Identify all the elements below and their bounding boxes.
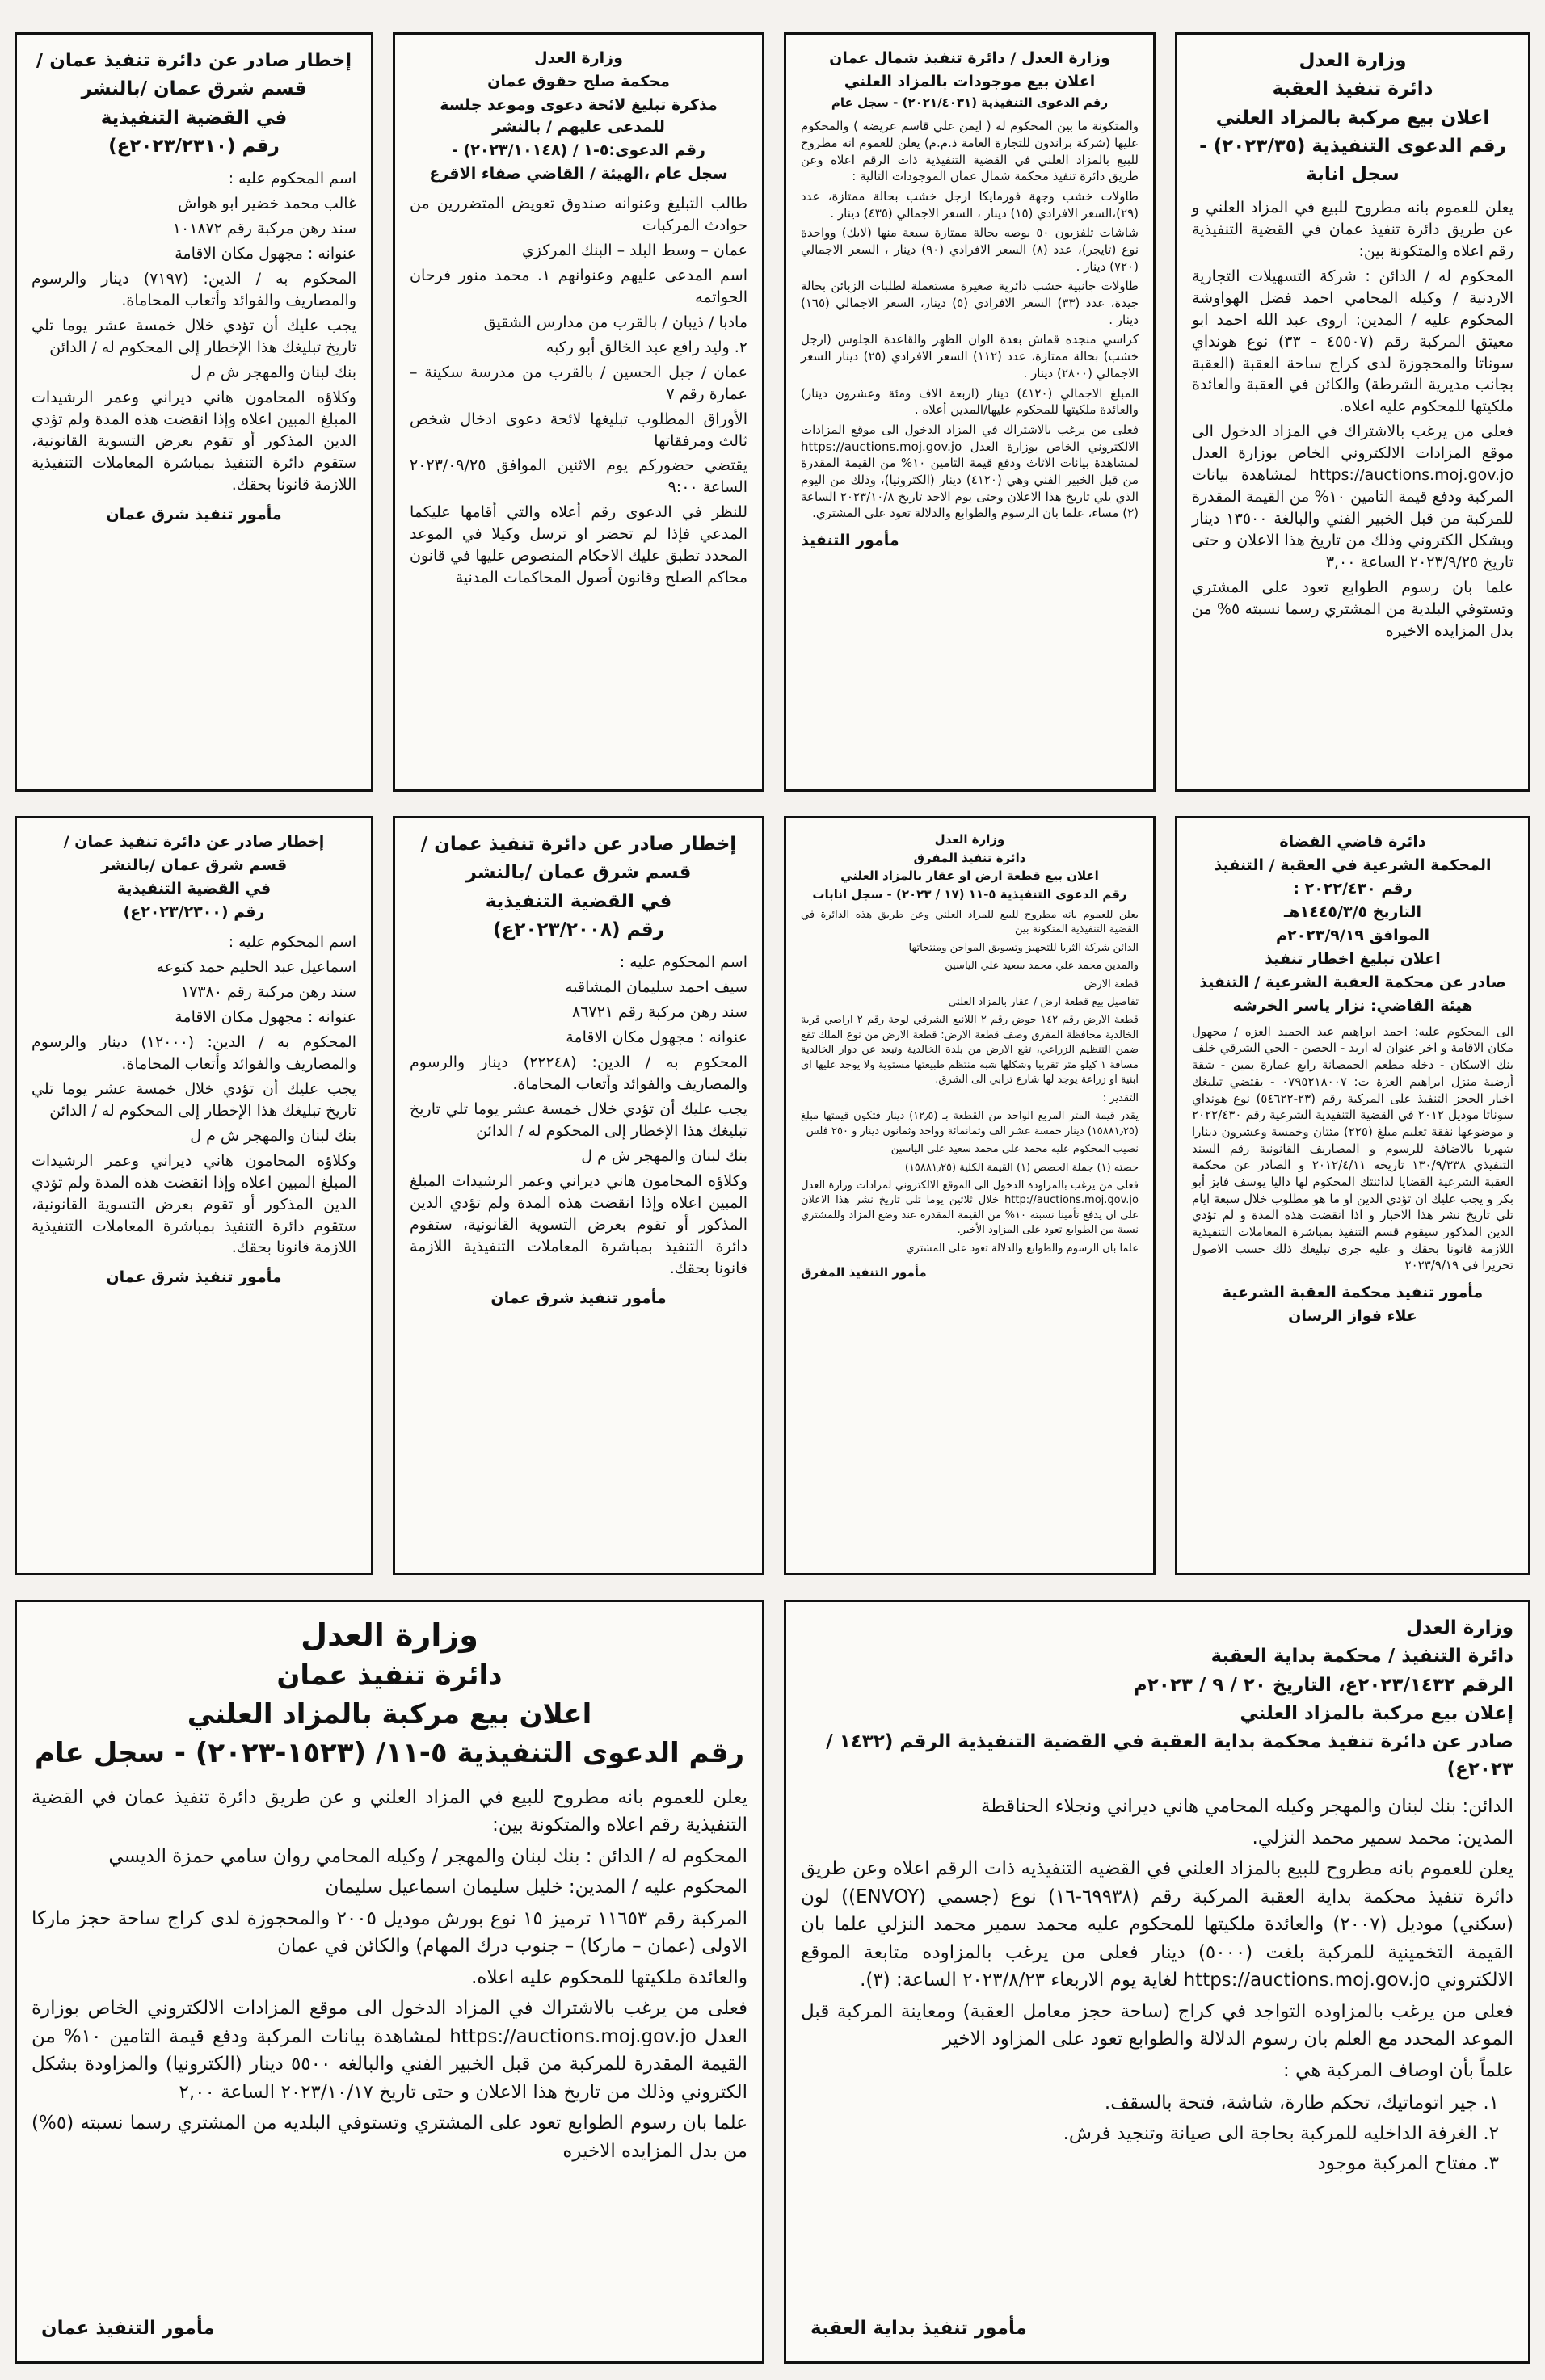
- notice-header: وزارة العدل دائرة تنفيذ العقبة اعلان بيع مركبة بالمزاد العلني رقم الدعوى التنفيذية (٢٠٢٣/٣٥) - سجل انابة: [1199, 50, 1506, 186]
- notice-header: وزارة العدل دائرة تنفيذ المفرق اعلان بيع قطعة ارض او عقار بالمزاد العلني رقم الدعوى التنفيذية ٥-١١ (١٧ / ٢٠٢٣) - سجل انابات: [812, 832, 1127, 902]
- notice-header: وزارة العدل محكمة صلح حقوق عمان مذكرة تبليغ لائحة دعوى وموعد جلسة للمدعى عليهم / بالنشر رقم الدعوى:٥-١ / (٢٠٢٣/١٠١٤٨) - سجل عام ،الهيئة / القاضي صفاء الاقرع: [429, 49, 728, 183]
- notice-body: اسم المحكوم عليه : سيف احمد سليمان المشاقبه سند رهن مركبة رقم ٨٦٧٢١ عنوانه : مجهول مكان الاقامة المحكوم به / الدين: (٢٢٢٤٨) دينار والرسوم والمصاريف والفوائد وأتعاب المحاماة. يجب عليك أن تؤدي خلال خمسة عشر يوما تلي تاريخ تبليغك هذا الإخطار إلى المحكوم له / الدائن بنك لبنان والمهجر ش م ل وكلاؤه المحامون هاني ديراني وعمر الرشيدات المبلغ المبين اعلاه وإذا انقضت هذه المدة ولم تؤدي الدين المذكور أو تقوم بعرض التسوية القانونية، ستقوم دائرة التنفيذ بمباشرة المعاملات التنفيذية اللازمة قانونا بحقك.: [410, 953, 747, 1277]
- notice-body: الى المحكوم عليه: احمد ابراهيم عبد الحميد العزه / مجهول مكان الاقامة و اخر عنوان له اربد - الحصن - الحي الشرقي خلف بنك الاسكان - دخله مطعم الحمصانة رابع عمارة يمين - شقة أرضية منزل ابراهيم العزة ت: ٠٧٩٥٢١٨٠٠٧ - يقتضي تبليغك اخبار الحجز التنفيذ على المركبة رقم (٢٣-٥٤٦٢٢) نوع هونداي سوناتا موديل ٢٠١٢ في القضية التنفيذية الشرعية رقم ٢٠٢٢/٤٣٠ و موضوعها نفقة تعليم مبلغ (٢٢٥) مئتان وخمسة وعشرون دينارا شهريا بالاضافة للرسوم و المصاريف القانونية رقم السند التنفيذي ١٣٠/٩/٣٣٨ تاريخه ٢٠١٢/٤/١١ و الصادر عن محكمة العقبة الشرعية القضايا لدائنتك المحكوم لها داليا يوسف فايز أبو بكر و يجب عليك ان تؤدي الدين او ما هو مطلوب خلال سبعة ايام تلي تاريخ نشر هذا الاخبار و اذا انقضت هذه المدة و لم تؤدي الدين المذكور سيقوم قسم التنفيذ بمباشرة المعاملات التنفيذية اللازمة قانونا بحقك و عليه جرى تبليغك ذلك حسب الاصول تحريرا في ٢٠٢٣/٩/١٩: [1192, 1024, 1513, 1273]
- list-item: ٢. الغرفة الداخليه للمركبة بحاجة الى صيانة وتنجيد فرش.: [1063, 2122, 1499, 2144]
- vehicle-description-list: [801, 2089, 1513, 2178]
- notice-body: الدائن: بنك لبنان والمهجر وكيله المحامي هاني ديراني ونجلاء الحناقطة المدين: محمد سمير محمد النزلي. يعلن للعموم بانه مطروح للبيع بالمزاد العلني في القضيه التنفيذيه ذات الرقم اعلاه وعن طريق دائرة تنفيذ محكمة بداية العقبة المركبة رقم (٦٩٩٣٨-١٦) نوع (جسمي (ENVOY)) لون (سكني) موديل (٢٠٠٧) والعائدة ملكيتها للمحكوم عليه محمد سمير محمد النزلي علما بان القيمة التخمينية للمركبة بلغت (٥٠٠٠) دينار فعلى من يرغب بالمزاوده متابعة الموقع الالكتروني https://auctions.moj.gov.jo لغاية يوم الاربعاء ٢٠٢٣/٨/٢٣ الساعة: (٣). فعلى من يرغب بالمزاوده التواجد في كراج (ساحة حجز معامل العقبة) ومعاينة المركبة قبل الموعد المحدد مع العلم بان رسوم الدلالة والطوابع تعود على المزاود الاخير علماً بأن اوصاف المركبة هي : ١. جير اتوماتيك، تحكم طارة، شاشة، فتحة بالسقف. ٢. الغرفة الداخليه للمركبة بحاجة الى صيانة وتنجيد فرش. ٣. مفتاح المركبة موجود: [801, 1793, 1513, 2178]
- list-item: ١. جير اتوماتيك، تحكم طارة، شاشة، فتحة بالسقف.: [1104, 2092, 1499, 2114]
- notice-body: والمتكونة ما بين المحكوم له ( ايمن علي قاسم عريضه ) والمحكوم عليها (شركة براندون للتجارة العامة ذ.م.م) يعلن للعموم انه مطروح للبيع بالمزاد العلني في القضية التنفيذية ذات الرقم اعلاه وعن طريق دائرة تنفيذ محكمة شمال عمان الموجودات التالية : طاولات خشب وجهة فورمايكا ارجل خشب بحالة ممتازة، عدد (٢٩)،السعر الافرادي (١٥) دينار ، السعر الاجمالي (٤٣٥) دينار . شاشات تلفزيون ٥٠ بوصه بحالة ممتازة سبعة منها (لايك) وواحدة نوع (تايجر)، عدد (٨) السعر الافرادي (٩٠) دينار ، السعر الاجمالي (٧٢٠) دينار . طاولات جانبية خشب دائرية صغيرة مستعملة لطلبات الزبائن بحالة جيدة، عدد (٣٣) السعر الافرادي (٥) دينار، السعر الاجمالي (١٦٥) دينار . كراسي منجده قماش بعدة الوان الظهر والقاعدة الجلوس (ارجل خشب) بحالة ممتازة، عدد (١١٢) السعر الافرادي (٢٥) دينار السعر الاجمالي (٢٨٠٠) دينار . المبلغ الاجمالي (٤١٢٠) دينار (اربعة الاف ومئة وعشرون دينار) والعائدة ملكيتها للمحكوم عليها/المدين أعلاه . فعلى من يرغب بالاشتراك في المزاد الدخول الى موقع المزادات الالكتروني الخاص بوزارة العدل https://auctions.moj.gov.jo لمشاهدة بيانات الاثاث ودفع قيمة التامين ١٠% من القيمة المقدرة من قبل الخبير الفني وهي (٤١٢٠) دينار (الكترونيا)، وذلك من اليوم الذي يلي تاريخ هذا الاعلان وحتى يوم الاحد تاريخ ٢٠٢٣/١٠/٨ الساعة (٢) مساء، علما بان الرسوم والطوابع والدلالة تعود على المشتري.: [801, 119, 1139, 521]
- notice-body: اسم المحكوم عليه : اسماعيل عبد الحليم حمد كتوعه سند رهن مركبة رقم ١٧٣٨٠ عنوانه : مجهول مكان الاقامة المحكوم به / الدين: (١٢٠٠٠) دينار والرسوم والمصاريف والفوائد وأتعاب المحاماة. يجب عليك أن تؤدي خلال خمسة عشر يوما تلي تاريخ تبليغك هذا الإخطار إلى المحكوم له / الدائن بنك لبنان والمهجر ش م ل وكلاؤه المحامون هاني ديراني وعمر الرشيدات المبلغ المبين اعلاه وإذا انقضت هذه المدة ولم تؤدي الدين المذكور أو تقوم بعرض التسوية القانونية، ستقوم دائرة التنفيذ بمباشرة المعاملات التنفيذية اللازمة قانونا بحقك.: [32, 932, 357, 1257]
- notice-header: وزارة العدل / دائرة تنفيذ شمال عمان اعلان بيع موجودات بالمزاد العلني رقم الدعوى التنفيذية (٢٠٢١/٤٠٣١) - سجل عام: [829, 49, 1110, 110]
- signature: مأمور تنفيذ شرق عمان: [106, 1268, 282, 1287]
- signature: مأمور التنفيذ: [801, 532, 899, 550]
- notice-aqaba-first-instance-vehicle-auction: [784, 1600, 1530, 2364]
- notice-east-amman-execution-2008: [393, 816, 764, 1575]
- notice-amman-magistrate-court-summons: [393, 32, 764, 792]
- notice-amman-porsche-auction: [15, 1600, 764, 2364]
- notice-north-amman-goods-auction: [784, 32, 1156, 792]
- notice-body: يعلن للعموم بانه مطروح للبيع للمزاد العلني وعن طريق هذه الدائرة في القضية التنفيذية المتكونة بين الدائن شركة الثريا للتجهيز وتسويق المواجن ومنتجاتها والمدين محمد علي محمد سعيد علي الياسين قطعة الارض تفاصيل بيع قطعة ارض / عقار بالمزاد العلني قطعة الارض رقم ١٤٢ حوض رقم ٢ اللانبع الشرقي لوحة رقم ٢ اراضي قرية الخالدية محافظة المفرق وصف قطعة الارض: قطعة الارض من نوع الملك تقع ضمن التنظيم الزراعي، تقع الارض من بلدة الخالدية وتبعد عن دوار الخالدية مسافة ١ كيلو متر تقريبا وشكلها شبه منتظم طبيعتها مستوية ولا يوجد عليها اي ابنية او زراعة يوجد لها شارع ترابي الى الشرق. التقدير : يقدر قيمة المتر المربع الواحد من القطعة بـ (١٢٫٥) دينار فتكون قيمتها مبلغ (١٥٨٨١٫٢٥) دينار خمسة عشر الف وثمانمائة وواحد وثمانون دينار و ٢٥٠ فلس نصيب المحكوم عليه محمد علي محمد سعيد علي الياسين حصته (١) جملة الحصص (١) القيمة الكلية (١٥٨٨١٫٢٥) فعلى من يرغب بالمزاودة الدخول الى الموقع الالكتروني لمزادات وزارة العدل http://auctions.moj.gov.jo خلال ثلاثين يوما تلي تاريخ نشر هذا الاعلان على ان يدفع تأمينا نسبته ١٠% من القيمة المقدرة عند وضع المزاد وللمشتري نسبة من الطوابع تعود على المزاود الأخير. علما بان الرسوم والطوابع والدلالة تعود على المشتري: [801, 908, 1139, 1255]
- signature: مأمور تنفيذ شرق عمان: [490, 1289, 667, 1307]
- notice-mafraq-land-auction: [784, 816, 1156, 1575]
- notice-header: دائرة قاضي القضاة المحكمة الشرعية في العقبة / التنفيذ رقم ٢٠٢٢/٤٣٠ : التاريخ ١٤٤٥/٣/٥هـ الموافق ٢٠٢٣/٩/١٩م اعلان تبليغ اخطار تنفيذ صادر عن محكمة العقبة الشرعية / التنفيذ هيئة القاضي: نزار ياسر الخرشه: [1199, 833, 1506, 1015]
- notice-header: إخطار صادر عن دائرة تنفيذ عمان / قسم شرق عمان /بالنشر في القضية التنفيذية رقم (٢٠٢٣/٢٠٠٨ع): [420, 834, 737, 941]
- signature: مأمور تنفيذ شرق عمان: [106, 505, 282, 524]
- signature: مأمور تنفيذ بداية العقبة: [810, 2317, 1027, 2339]
- notice-body: يعلن للعموم بانه مطروح للبيع في المزاد العلني و عن طريق دائرة تنفيذ عمان في القضية التنفيذية رقم اعلاه والمتكونة بين: المحكوم له / الدائن : بنك لبنان والمهجر / وكيله المحامي روان سامي حمزة الديسي المحكوم عليه / المدين: خليل سليمان اسماعيل سليمان المركبة رقم ١١٦٥٣ ترميز ١٥ نوع بورش موديل ٢٠٠٥ والمحجوزة لدى كراج ساحة حجز ماركا الاولى (عمان – ماركا) – جنوب درك المهام) والكائن في عمان والعائدة ملكيتها للمحكوم عليه اعلاه. فعلى من يرغب بالاشتراك في المزاد الدخول الى موقع المزادات الالكتروني الخاص بوزارة العدل https://auctions.moj.gov.jo لمشاهدة بيانات المركبة ودفع قيمة التامين ١٠% من القيمة المقدرة للمركبة من قبل الخبير الفني والبالغه ٥٥٠٠ دينار (الكترونيا) والمزاودة بشكل الكتروني وذلك من تاريخ هذا الاعلان و حتى تاريخ ٢٠٢٣/١٠/١٧ الساعة ٢,٠٠ علما بان رسوم الطوابع تعود على المشتري وتستوفي البلديه من المشتري رسما نسبته (٥%) من بدل المزايده الاخيره: [32, 1786, 748, 2162]
- signature: مأمور تنفيذ محكمة العقبة الشرعية: [1222, 1284, 1484, 1302]
- signature: مأمور التنفيذ عمان: [41, 2317, 215, 2339]
- notice-body: اسم المحكوم عليه : غالب محمد خضير ابو هواش سند رهن مركبة رقم ١٠١٨٧٢ عنوانه : مجهول مكان الاقامة المحكوم به / الدين: (٧١٩٧) دينار والرسوم والمصاريف والفوائد وأتعاب المحاماة. يجب عليك أن تؤدي خلال خمسة عشر يوما تلي تاريخ تبليغك هذا الإخطار إلى المحكوم له / الدائن بنك لبنان والمهجر ش م ل وكلاؤه المحامون هاني ديراني وعمر الرشيدات المبلغ المبين اعلاه وإذا انقضت هذه المدة ولم تؤدي الدين المذكور أو تقوم بعرض التسوية القانونية، ستقوم دائرة التنفيذ بمباشرة المعاملات التنفيذية اللازمة قانونا بحقك.: [32, 170, 356, 494]
- notice-aqaba-sharia-court: [1175, 816, 1530, 1575]
- notice-header: وزارة العدل دائرة تنفيذ عمان اعلان بيع مركبة بالمزاد العلني رقم الدعوى التنفيذية ٥-١١/ (١٥٢٣-٢٠٢٣) - سجل عام: [34, 1617, 745, 1770]
- signature-name: علاء فواز الرسان: [1288, 1307, 1417, 1326]
- notice-body: طالب التبليغ وعنوانه صندوق تعويض المتضررين من حوادث المركبات عمان – وسط البلد – البنك المركزي اسم المدعى عليهم وعنوانهم ١. محمد منور فرحان الحواتمه مادبا / ذيبان / بالقرب من مدارس الشقيق ٢. وليد رافع عبد الخالق أبو ركبه عمان / جبل الحسين / بالقرب من مدرسة سكينة – عمارة رقم ٧ الأوراق المطلوب تبليغها لائحة دعوى ادخال شخص ثالث ومرفقاتها يقتضي حضوركم يوم الاثنين الموافق ٢٠٢٣/٠٩/٢٥ الساعة ٩:٠٠ للنظر في الدعوى رقم أعلاه والتي أقامها عليكما المدعي فإذا لم تحضر او ترسل وكيلا في الموعد المحدد تطبق عليك الاحكام المنصوص عليها في قانون محاكم الصلح وقانون أصول المحاكمات المدنية: [410, 194, 748, 587]
- notice-east-amman-execution-2310: [15, 32, 373, 792]
- notice-header: إخطار صادر عن دائرة تنفيذ عمان / قسم شرق عمان /بالنشر في القضية التنفيذية رقم (٢٠٢٣/٢٣١٠ع): [36, 50, 352, 158]
- notice-body: يعلن للعموم بانه مطروح للبيع في المزاد العلني و عن طريق دائرة تنفيذ عمان في القضية التنفيذية رقم اعلاه والمتكونة بين: المحكوم له / الدائن : شركة التسهيلات التجارية الاردنية / وكيله المحامي احمد فضل الهواوشة المحكوم عليه / المدين: اروى عبد الله احمد ابو معيتق المركبة رقم (٤٥٥٠٧ - ٣٣) نوع هونداي سوناتا والمحجوزة لدى كراج ساحة العقبة (العقبة بجانب مديرية الشرطة) والكائن في العقبة والعائدة ملكيتها للمحكوم عليه اعلاه. فعلى من يرغب بالاشتراك في المزاد الدخول الى موقع المزادات الالكتروني الخاص بوزارة العدل https://auctions.moj.gov.jo لمشاهدة بيانات المركبة ودفع قيمة التامين ١٠% من القيمة المقدرة للمركبة من قبل الخبير الفني والبالغة ١٣٥٠٠ دينار وبشكل الكتروني وذلك من تاريخ هذا الاعلان و حتى تاريخ ٢٠٢٣/٩/٢٥ الساعة ٣,٠٠ علما بان رسوم الطوابع تعود على المشتري وتستوفي البلدية من المشتري رسما نسبته ٥% من بدل المزايده الاخيره: [1192, 198, 1514, 641]
- notice-aqaba-vehicle-auction: [1175, 32, 1530, 792]
- notice-east-amman-execution-2300: [15, 816, 373, 1575]
- signature: مأمور التنفيذ المفرق: [801, 1265, 927, 1280]
- list-item: ٣. مفتاح المركبة موجود: [1317, 2153, 1499, 2175]
- notice-header: إخطار صادر عن دائرة تنفيذ عمان / قسم شرق عمان /بالنشر في القضية التنفيذية رقم (٢٠٢٣/٢٣٠٠ع): [63, 833, 325, 921]
- notice-header: وزارة العدل دائرة التنفيذ / محكمة بداية العقبة الرقم ٢٠٢٣/١٤٣٢ع، التاريخ ٢٠ / ٩ / ٢٠٢٣م إعلان بيع مركبة بالمزاد العلني صادر عن دائرة تنفيذ محكمة بداية العقبة في القضية التنفيذية الرقم (١٤٣٢ / ٢٠٢٣ع): [826, 1617, 1513, 1780]
